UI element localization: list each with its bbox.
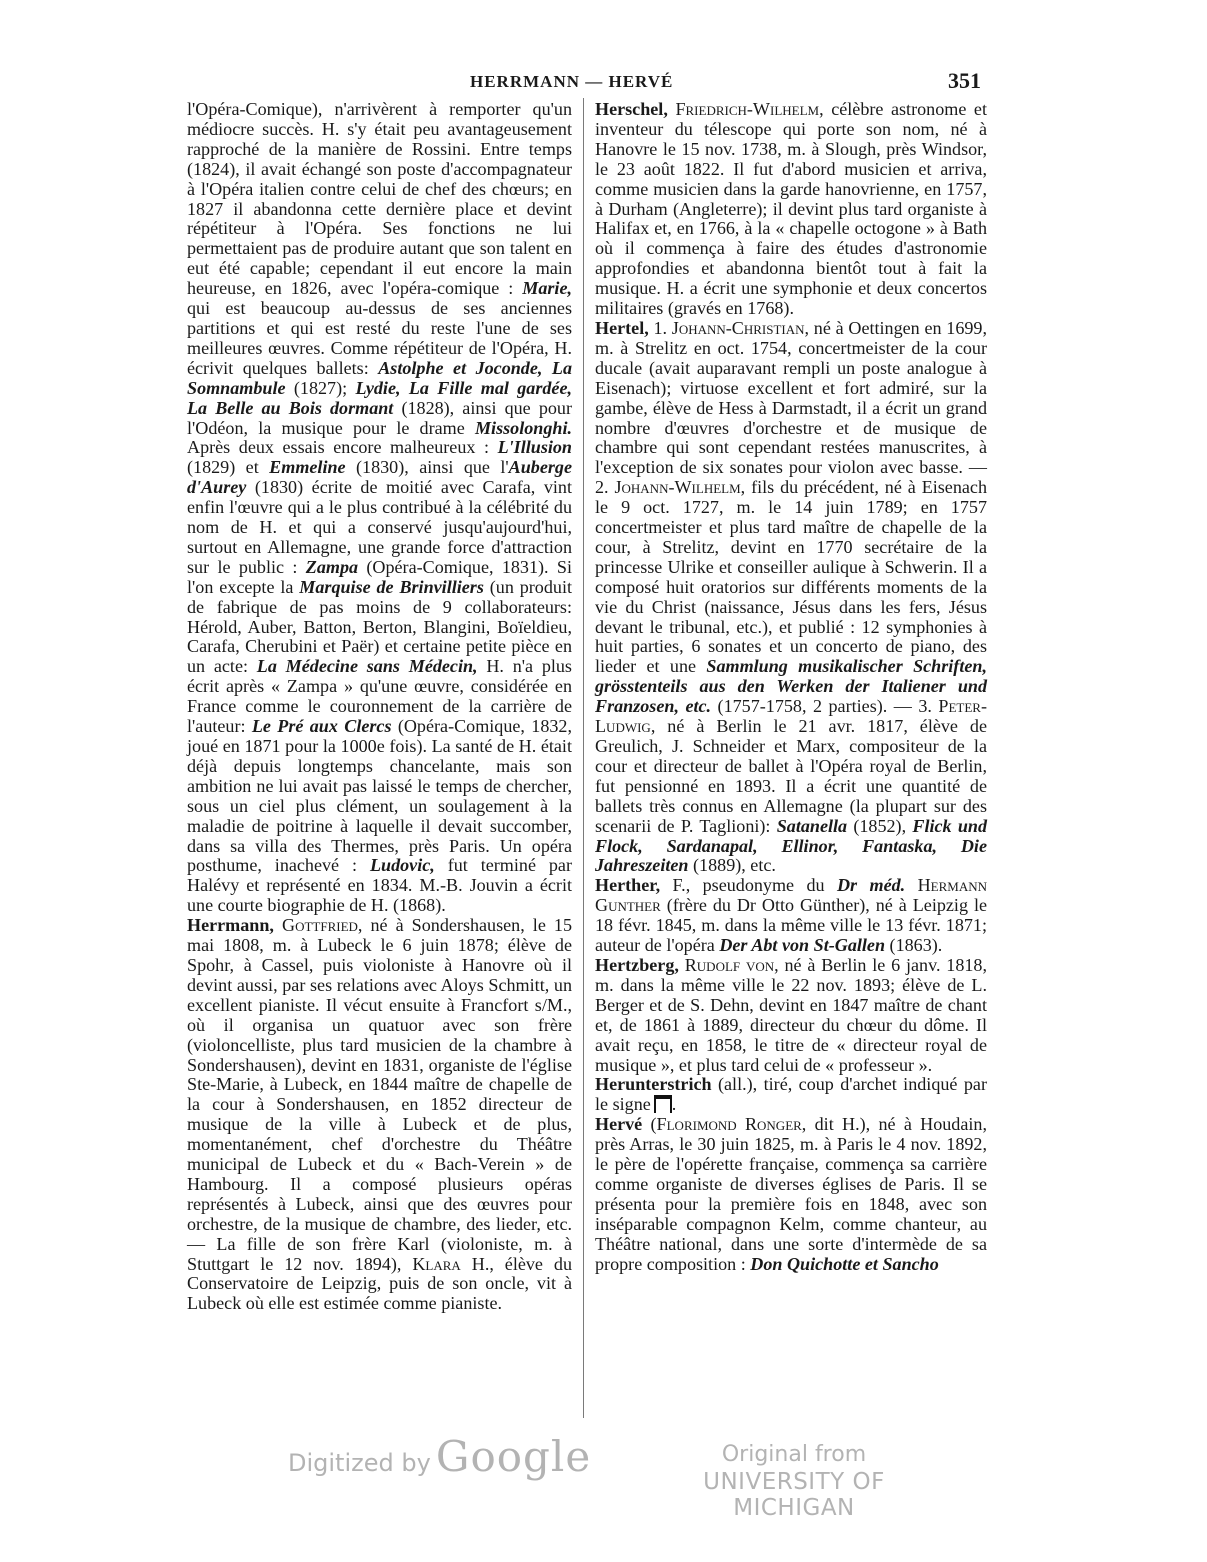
headword: Hervé <box>595 1114 643 1135</box>
entry-herrmann: Herrmann, Gottfried, né à Sondershausen, le 15 mai 1808, m. à Lubeck le 6 juin 1878; élève de Spohr, à Cassel, puis violoniste à Hanovre où il devint aussi, par ses relations avec Aloys Schmitt, un excellent pianiste. Il vécut ensuite à Francfort s/M., où il organisa un quatuor avec son frère (violoncelliste, plus tard musicien de la chambre à Sondershausen), devint en 1831, organiste de l'église Ste-Marie, à Lubeck, en 1844 maître de chapelle de la cour à Sondershausen, en 1852 directeur de musique de la ville à Lubeck et de plus, momentanément, chef d'orchestre du Théâtre municipal de Lubeck et du « Bach-Verein » de Hambourg. Il a composé plusieurs opéras représentés à Lubeck, ainsi que des œuvres pour orchestre, de la musique de chambre, des lieder, etc. — La fille de son frère Karl (violoniste, m. à Stuttgart le 12 nov. 1894), Klara H., élève du Conservatoire de Leipzig, puis de son oncle, vit à Lubeck où elle est estimée comme pianiste. <box>187 915 572 1314</box>
headword: Hertzberg, <box>595 954 679 975</box>
headword: Hertel, <box>595 317 649 338</box>
university-label: UNIVERSITY OF MICHIGAN <box>703 1469 885 1521</box>
headword: Herunterstrich <box>595 1074 712 1095</box>
headword: Herschel, <box>595 99 668 119</box>
digitized-by-google-watermark <box>288 1432 591 1481</box>
right-column <box>595 100 987 1274</box>
entry-herther: Herther, F., pseudonyme du Dr méd. Hermann Gunther (frère du Dr Otto Günther), né à Leipzig le 18 févr. 1845, m. dans la même ville le 13 févr. 1871; auteur de l'opéra Der Abt von St-Gallen (1863). <box>595 875 987 956</box>
down-bow-sign-icon <box>654 1095 672 1113</box>
column-divider <box>583 98 584 1418</box>
original-from-label: Original from <box>721 1442 867 1467</box>
original-from-watermark <box>664 1442 924 1521</box>
entry-herschel: Herschel, Friedrich-Wilhelm, célèbre astronome et inventeur du télescope qui porte son nom, né à Hanovre le 15 nov. 1738, m. à Slough, près Windsor, le 23 août 1822. Il fut d'abord musicien et arriva, comme musicien dans la garde hanovrienne, en 1757, à Durham (Angleterre); il devint plus tard organiste à Halifax et, en 1766, à la « chapelle octogone » à Bath où il commença à faire des études d'astronomie approfondies et abandonna bientôt tout à fait la musique. H. a écrit une symphonie et deux concertos militaires (gravés en 1768). <box>595 99 987 319</box>
entry-herunterstrich: Herunterstrich (all.), tiré, coup d'archet indiqué par le signe . <box>595 1074 987 1115</box>
page-header <box>0 68 1207 100</box>
running-title: HERRMANN — HERVÉ <box>470 72 674 91</box>
digitized-by-label: Digitized by <box>288 1449 431 1477</box>
google-logo: Google <box>435 1432 592 1481</box>
entry-herve: Hervé (Florimond Ronger, dit H.), né à Houdain, près Arras, le 30 juin 1825, m. à Paris le 4 nov. 1892, le père de l'opérette française, commença sa carrière comme organiste de diverses églises de Paris. Il se présenta pour la première fois en 1848, avec son inséparable compagnon Kelm, comme chanteur, au Théâtre national, dans une sorte d'intermède de sa propre composition : Don Quichotte et Sancho <box>595 1114 987 1274</box>
page-number: 351 <box>948 68 981 93</box>
entry-hertel: Hertel, 1. Johann-Christian, né à Oettingen en 1699, m. à Strelitz en oct. 1754, concertmeister de la cour ducale (avait auparavant rempli un poste analogue à Eisenach); virtuose excellent et fort admiré, sur la gambe, élève de Hess à Darmstadt, il a écrit un grand nombre d'œuvres d'orchestre et de musique de chambre qui sont cependant restées manuscrites, à l'exception de six sonates pour violon avec basse. — 2. Johann-Wilhelm, fils du précédent, né à Eisenach le 9 oct. 1727, m. le 14 juin 1789; en 1757 concertmeister et plus tard maître de chapelle de la cour, à Strelitz, devint en 1770 secrétaire de la princesse Ulrike et conseiller aulique à Schwerin. Il a composé huit oratorios sur différents moments de la vie du Christ (naissance, Jésus dans les fers, Jésus devant le tribunal, etc.), et publié : 12 symphonies à huit parties, 6 sonates et un concerto de piano, des lieder et une Sammlung musikalischer Schriften, grösstenteils aus den Werken der Italiener und Franzosen, etc. (1757-1758, 2 parties). — 3. Peter-Ludwig, né à Berlin le 21 avr. 1817, élève de Greulich, J. Schneider et Marx, compositeur de la cour et directeur de ballet à l'Opéra royal de Berlin, fut pensionné en 1893. Il a écrit une quantité de ballets très connus en Allemagne (la plupart sur des scenarii de P. Taglioni): Satanella (1852), Flick und Flock, Sardanapal, Ellinor, Fantaska, Die Jahreszeiten (1889), etc. <box>595 317 988 876</box>
entry-hertzberg: Hertzberg, Rudolf von, né à Berlin le 6 janv. 1818, m. dans la même ville le 22 nov. 1893; élève de L. Berger et de S. Dehn, devint en 1847 maître de chant et, de 1861 à 1889, directeur du chœur du dôme. Il avait reçu, en 1858, le titre de « directeur royal de musique », et plus tard celui de « professeur ». <box>595 954 987 1075</box>
headword: Herther, <box>595 875 661 896</box>
left-column <box>187 100 572 1314</box>
halevy-continuation-paragraph: l'Opéra-Comique), n'arrivèrent à remporter qu'un médiocre succès. H. s'y était peu avantageusement rapproché de la manière de Rossini. Entre temps (1824), il avait échangé son poste d'accompagnateur à l'Opéra italien contre celui de chef des chœurs; en 1827 il abandonna cette dernière place et devint répétiteur à l'Opéra. Ses fonctions ne lui permettaient pas de produire autant que son talent en eut été capable; cependant il eut encore la main heureuse, en 1826, avec l'opéra-comique : Marie, qui est beaucoup au-dessus de ses anciennes partitions et qui est resté du reste l'une de ses meilleures œuvres. Comme répétiteur de l'Opéra, H. écrivit quelques ballets: Astolphe et Joconde, La Somnambule (1827); Lydie, La Fille mal gardée, La Belle au Bois dormant (1828), ainsi que pour l'Odéon, la musique pour le drame Missolonghi. Après deux essais encore malheureux : L'Illusion (1829) et Emmeline (1830), ainsi que l'Auberge d'Aurey (1830) écrite de moitié avec Carafa, vint enfin l'œuvre qui a le plus contribué à la célébrité du nom de H. et qui a conservé jusqu'aujourd'hui, surtout en Allemagne, une grande force d'attraction sur le public : Zampa (Opéra-Comique, 1831). Si l'on excepte la Marquise de Brinvilliers (un produit de fabrique de pas moins de 9 collaborateurs: Hérold, Auber, Batton, Berton, Blangini, Boïeldieu, Carafa, Cherubini et Paër) et certaine petite pièce en un acte: La Médecine sans Médecin, H. n'a plus écrit après « Zampa » qu'une œuvre, considérée en France comme le couronnement de la carrière de l'auteur: Le Pré aux Clercs (Opéra-Comique, 1832, joué en 1871 pour la 1000e fois). La santé de H. était déjà depuis longtemps chancelante, mais son ambition ne lui avait pas laissé le temps de chercher, sous un ciel plus clément, un soulagement à la maladie de poitrine à laquelle il devait succomber, dans sa villa des Thermes, près Paris. Un opéra posthume, inachevé : Ludovic, fut terminé par Halévy et représenté en 1834. M.-B. Jouvin a écrit une courte biographie de H. (1868). <box>187 99 573 916</box>
headword: Herrmann, <box>187 915 274 936</box>
